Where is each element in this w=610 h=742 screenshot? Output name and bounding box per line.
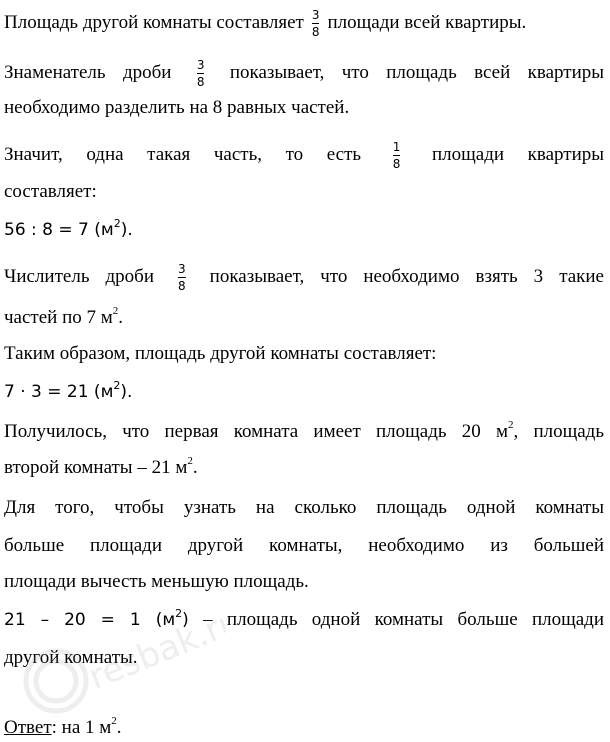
line-6: [4, 262, 604, 293]
answer-line: [4, 716, 122, 740]
equation-2: [4, 380, 132, 404]
text: второй комнаты – 21 м: [4, 457, 188, 478]
equation-3: [4, 606, 189, 630]
line-3: необходимо разделить на 8 равных частей.: [4, 97, 350, 118]
line-11: Для того, чтобы узнать на сколько площадь одной комнаты: [4, 497, 604, 518]
line-13: площади вычесть меньшую площадь.: [4, 571, 309, 592]
text: Получилось, что первая комната имеет площадь 20 м: [4, 421, 508, 442]
text: Знаменатель дроби: [4, 61, 172, 83]
superscript: 2: [112, 305, 119, 318]
superscript: 2: [187, 455, 193, 468]
numerator: 3: [196, 58, 205, 72]
text: ): [182, 610, 189, 630]
line-14: другой комнаты.: [4, 647, 138, 668]
text: .: [118, 307, 124, 328]
line-9: [4, 420, 604, 444]
equation-3-line: [4, 608, 604, 632]
line-8: Таким образом, площадь другой комнаты составляет:: [4, 343, 437, 364]
watermark-text: resbak.ru: [83, 600, 226, 698]
text: – площадь одной комнаты больше площади: [188, 609, 604, 630]
denominator: 8: [178, 279, 186, 293]
fraction-1-8: [393, 140, 401, 171]
line-4: [4, 140, 604, 171]
text: Числитель дроби: [4, 265, 154, 287]
superscript: 2: [113, 216, 121, 230]
text: ).: [120, 382, 133, 402]
superscript: 2: [111, 715, 117, 728]
fraction-3-8: [312, 8, 320, 39]
text: показывает, что необходимо взять 3 такие: [209, 265, 604, 287]
line-5: составляет:: [4, 181, 97, 202]
numerator: 3: [178, 262, 186, 276]
text: 21 – 20 = 1 (м: [4, 610, 176, 630]
text: .: [192, 457, 198, 478]
text: площади всей квартиры.: [327, 11, 527, 33]
text: показывает, что площадь всей квартиры: [229, 61, 605, 83]
numerator: 1: [392, 140, 401, 154]
superscript: 2: [175, 606, 183, 620]
line-10: [4, 456, 198, 480]
text: ).: [120, 220, 133, 240]
text: , площадь: [513, 421, 605, 442]
fraction-3-8: [197, 58, 205, 89]
numerator: 3: [311, 8, 320, 22]
answer-text: : на 1 м: [51, 717, 112, 738]
answer-label: Ответ: [4, 717, 52, 738]
denominator: 8: [311, 25, 320, 39]
line-2: [4, 58, 604, 89]
text: .: [116, 717, 122, 738]
text: 56 : 8 = 7 (м: [4, 220, 114, 240]
text: Площадь другой комнаты составляет: [4, 11, 304, 33]
line-12: больше площади другой комнаты, необходимо из большей: [4, 535, 604, 556]
line-7: [4, 306, 123, 330]
fraction-3-8: [178, 262, 186, 293]
text: 7 · 3 = 21 (м: [4, 382, 114, 402]
superscript: 2: [113, 378, 121, 392]
equation-1: [4, 218, 133, 242]
line-1: [4, 8, 526, 39]
superscript: 2: [508, 419, 514, 432]
denominator: 8: [392, 157, 401, 171]
text: частей по 7 м: [4, 307, 113, 328]
text: Значит, одна такая часть, то есть: [4, 143, 362, 165]
denominator: 8: [196, 75, 205, 89]
text: площади квартиры: [431, 143, 605, 165]
